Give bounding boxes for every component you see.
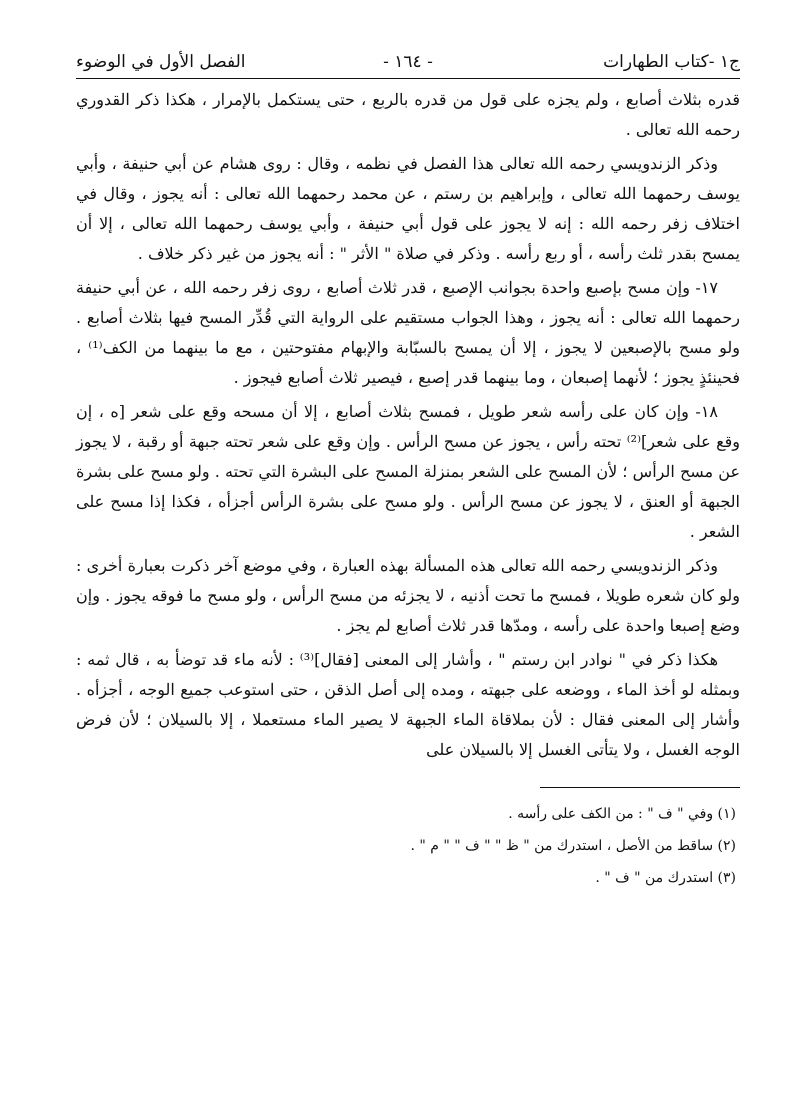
footnote: (٢) ساقط من الأصل ، استدرك من " ظ " " ف " " م " . xyxy=(410,838,736,854)
paragraph: هكذا ذكر في " نوادر ابن رستم " ، وأشار إلى المعنى [فقال]⁽³⁾ : لأنه ماء قد توضأ به ، قال ثمه : وبمثله لو أخذ الماء ، ووضعه على جبهته ، ومده إلى أصل الذقن ، حتى استوعب جميع الوجه ، أجزأه . وأشار إلى المعنى فقال : لأن بملاقاة الماء الجبهة لا يصير الماء مستعملا ، إلا بالسيلان ؛ لأن فرض الوجه الغسل ، ولا يتأتى الغسل إلا بالسيلان على xyxy=(76,650,740,759)
paragraph: ١٨- وإن كان على رأسه شعر طويل ، فمسح بثلاث أصابع ، إلا أن مسحه وقع على شعر [ه ، إن وقع على شعر]⁽²⁾ تحته رأس ، يجوز عن مسح الرأس . وإن وقع على شعر تحته جبهة أو رقبة ، لا يجوز عن مسح الرأس ؛ لأن المسح على الشعر بمنزلة المسح على البشرة التي تحته . ولو مسح على بشرة الجبهة أو العنق ، لا يجوز عن مسح الرأس . ولو مسح على بشرة الرأس أجزأه ، فكذا إذا مسح على الشعر . xyxy=(76,402,740,541)
page-header xyxy=(76,44,740,79)
header-section-title: الفصل الأول في الوضوء xyxy=(76,52,246,72)
footnote: (٣) استدرك من " ف " . xyxy=(595,870,736,886)
main-text xyxy=(76,85,740,765)
footnote-separator xyxy=(540,787,740,788)
paragraph: ١٧- وإن مسح بإصبع واحدة بجوانب الإصبع ، قدر ثلاث أصابع ، روى زفر رحمه الله ، عن أبي حنيفة رحمهما الله تعالى : أنه يجوز ، وهذا الجواب مستقيم على الرواية التي قُدِّر المسح فيها بثلاث أصابع . ولو مسح بالإصبعين لا يجوز ، إلا أن يمسح بالسبّابة والإبهام مفتوحتين ، مع ما بينهما من الكف⁽¹⁾ ، فحينئذٍ يجوز ؛ لأنهما إصبعان ، وما بينهما قدر إصبع ، فيصير ثلاث أصابع فيجوز . xyxy=(76,278,740,387)
book-page xyxy=(76,44,740,894)
paragraph: قدره بثلاث أصابع ، ولم يجزه على قول من قدره بالربع ، حتى يستكمل بالإمرار ، هكذا ذكر القدوري رحمه الله تعالى . xyxy=(76,90,740,139)
footnotes xyxy=(76,798,740,894)
footnote: (١) وفي " ف " : من الكف على رأسه . xyxy=(508,806,736,822)
paragraph: وذكر الزندويسي رحمه الله تعالى هذه المسألة بهذه العبارة ، وفي موضع آخر ذكرت بعبارة أخرى : ولو كان شعره طويلا ، فمسح ما تحت أذنيه ، لا يجزئه من مسح الرأس ، ولو مسح ما فوقه يجوز . وإن وضع إصبعا واحدة على رأسه ، ومدّها قدر ثلاث أصابع لم يجز . xyxy=(76,556,740,635)
paragraph: وذكر الزندويسي رحمه الله تعالى هذا الفصل في نظمه ، وقال : روى هشام عن أبي حنيفة ، وأبي يوسف رحمهما الله تعالى ، وإبراهيم بن رستم ، عن محمد رحمهما الله تعالى : أنه يجوز ، وقال في اختلاف زفر رحمه الله : إنه لا يجوز على قول أبي حنيفة ، وأبي يوسف رحمهما الله تعالى ، إلا أن يمسح بقدر ثلث رأسه ، أو ربع رأسه . وذكر في صلاة " الأثر " : أنه يجوز من غير ذكر خلاف . xyxy=(76,154,740,263)
header-volume-chapter: ج١ -كتاب الطهارات xyxy=(603,52,740,72)
page-number: - ١٦٤ - xyxy=(383,52,433,72)
